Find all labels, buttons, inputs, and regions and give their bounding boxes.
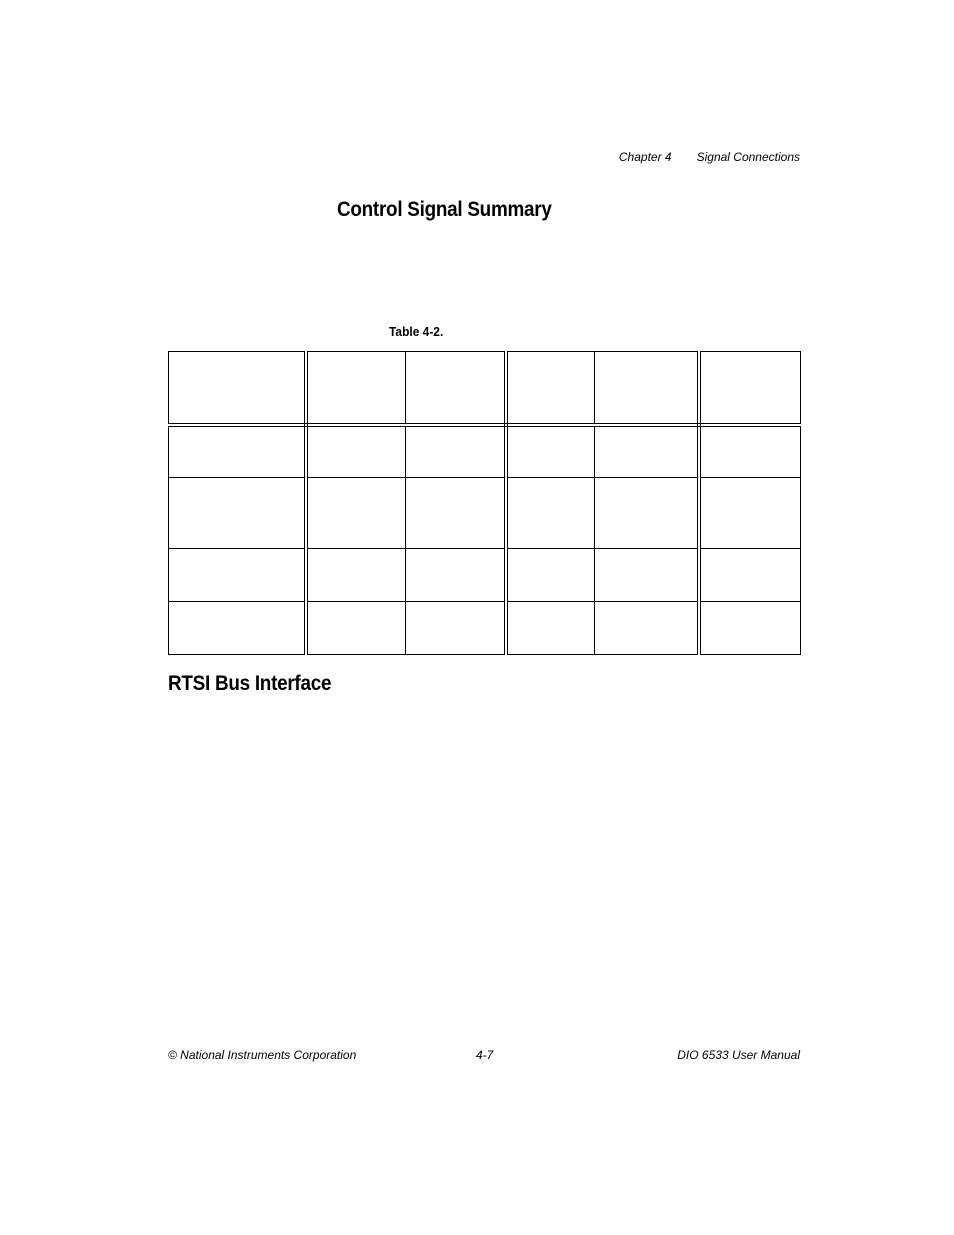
section-title-rtsi-bus-interface: RTSI Bus Interface — [168, 672, 332, 695]
table-cell — [406, 425, 506, 478]
table-cell — [169, 478, 306, 549]
table-cell — [306, 478, 406, 549]
table-cell — [595, 478, 699, 549]
chapter-section-label: Signal Connections — [696, 150, 800, 164]
table-header-row — [169, 352, 801, 425]
footer-copyright: © National Instruments Corporation — [168, 1048, 357, 1062]
running-header — [619, 150, 800, 164]
table-caption: Table 4-2. — [389, 324, 444, 339]
table-header-cell — [699, 352, 801, 425]
table-cell — [506, 425, 595, 478]
table-cell — [506, 478, 595, 549]
table-cell — [306, 425, 406, 478]
table-row — [169, 425, 801, 478]
chapter-label: Chapter 4 — [618, 150, 672, 164]
table-cell — [506, 549, 595, 602]
table-header-cell — [169, 352, 306, 425]
table-row — [169, 478, 801, 549]
table-cell — [306, 549, 406, 602]
table-row — [169, 602, 801, 655]
table-header-cell — [406, 352, 506, 425]
table-cell — [595, 425, 699, 478]
table-cell — [169, 602, 306, 655]
table-cell — [406, 602, 506, 655]
table-cell — [595, 549, 699, 602]
table-header-cell — [595, 352, 699, 425]
table-header-cell — [306, 352, 406, 425]
table-cell — [699, 602, 801, 655]
footer-page-number: 4-7 — [476, 1048, 494, 1062]
table-cell — [306, 602, 406, 655]
table-row — [169, 549, 801, 602]
table-cell — [595, 602, 699, 655]
table-cell — [406, 549, 506, 602]
table-cell — [699, 478, 801, 549]
control-signal-table — [168, 351, 801, 655]
section-title-control-signal-summary: Control Signal Summary — [337, 198, 552, 221]
table-cell — [699, 425, 801, 478]
footer-manual-title: DIO 6533 User Manual — [677, 1048, 800, 1062]
table-cell — [169, 425, 306, 478]
table-cell — [506, 602, 595, 655]
table-cell — [406, 478, 506, 549]
table-cell — [169, 549, 306, 602]
table-header-cell — [506, 352, 595, 425]
table-cell — [699, 549, 801, 602]
